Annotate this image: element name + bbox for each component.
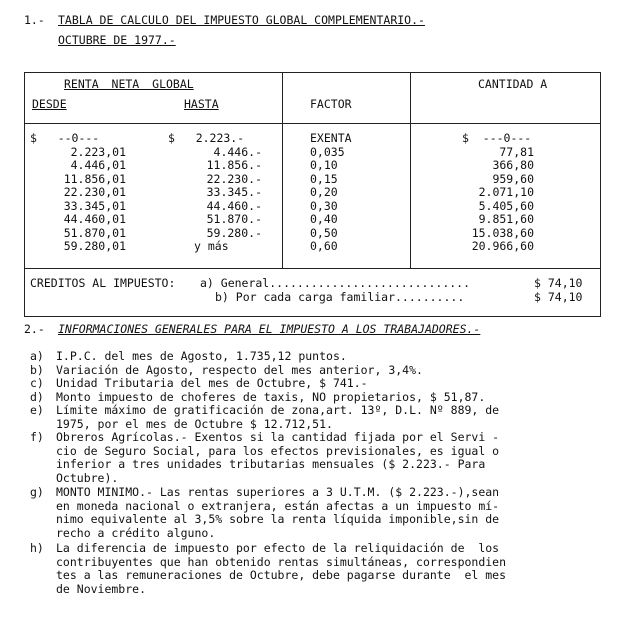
table-row <box>0 213 630 227</box>
rebajar-cell: 20.966,60 <box>471 239 534 253</box>
hasta-cell: 22.230.- <box>206 171 262 186</box>
rebajar-cell: 77,81 <box>499 144 534 159</box>
item-letter: b) <box>30 362 44 377</box>
item-letter: e) <box>30 403 44 417</box>
factor-cell: 0,10 <box>310 158 338 172</box>
factor-cell: 0,50 <box>310 225 338 240</box>
item-line: MONTO MINIMO.- Las rentas superiores a 3 U.T.M. ($ 2.223.-),sean <box>56 485 500 499</box>
factor-cell: 0,40 <box>310 212 338 226</box>
table-row <box>0 186 630 200</box>
item-letter: f) <box>30 430 44 444</box>
rebajar-cell: 366,80 <box>492 158 534 172</box>
hasta-cell: 4.446.- <box>213 144 262 159</box>
cantidad-header: CANTIDAD A <box>478 77 548 91</box>
creditos-general-value: $ 74,10 <box>534 276 583 290</box>
factor-cell: 0,035 <box>310 144 345 159</box>
item-line: Octubre). <box>56 470 119 485</box>
renta-neta-global-header: RENTA NETA GLOBAL <box>64 77 194 91</box>
item-line: cio de Seguro Social, para los efectos previsionales, es igual o <box>56 443 500 458</box>
item-line: Monto impuesto de choferes de taxis, NO propietarios, $ 51,87. <box>56 389 486 404</box>
creditos-familiar-value: $ 74,10 <box>534 290 583 304</box>
desde-header: DESDE <box>32 97 67 111</box>
desde-cell: 4.446,01 <box>70 158 126 172</box>
factor-header: FACTOR <box>310 97 352 111</box>
section-1-title: TABLA DE CALCULO DEL IMPUESTO GLOBAL COMPLEMENTARIO.- <box>58 13 425 27</box>
table-row <box>0 132 630 146</box>
item-letter: h) <box>30 541 44 555</box>
rebajar-cell: $ ---0--- <box>462 131 532 145</box>
factor-cell: EXENTA <box>310 131 352 145</box>
rebajar-cell: 15.038,60 <box>471 225 534 240</box>
rebajar-cell: 959,60 <box>492 171 534 186</box>
factor-cell: 0,60 <box>310 239 338 253</box>
desde-cell: 2.223,01 <box>70 144 126 159</box>
section-1-number: 1.- <box>24 13 45 27</box>
item-line: tes a las remuneraciones de Octubre, debe pagarse durante el mes <box>56 568 507 582</box>
creditos-familiar-text: b) Por cada carga familiar.......... <box>215 290 465 304</box>
rebajar-cell: 2.071,10 <box>478 185 534 199</box>
table-header-rule <box>24 123 601 124</box>
desde-cell: 33.345,01 <box>63 198 126 213</box>
item-letter: a) <box>30 349 44 363</box>
desde-cell: 11.856,01 <box>63 171 126 186</box>
hasta-cell: 44.460.- <box>206 198 262 213</box>
item-line: recho a crédito alguno. <box>56 525 216 540</box>
factor-cell: 0,20 <box>310 185 338 199</box>
hasta-header: HASTA <box>184 97 219 111</box>
item-line: I.P.C. del mes de Agosto, 1.735,12 puntos. <box>56 349 347 363</box>
section-2-number: 2.- <box>24 322 45 336</box>
item-line: en moneda nacional o extranjera, están afectas a un impuesto mí- <box>56 498 500 513</box>
desde-cell: 59.280,01 <box>63 239 126 253</box>
item-line: contribuyentes que han obtenido rentas simultáneas, correspondien <box>56 554 507 569</box>
table-body-rule <box>24 268 601 269</box>
item-line: inferior a tres unidades tributarias mensuales ($ 2.223.- Para <box>56 457 486 471</box>
rebajar-cell: 9.851,60 <box>478 212 534 226</box>
item-line: de Noviembre. <box>56 581 147 596</box>
hasta-cell: 59.280.- <box>206 225 262 240</box>
item-letter: c) <box>30 376 44 390</box>
creditos-general-text: a) General............................. <box>200 276 471 290</box>
desde-cell: 51.870,01 <box>63 225 126 240</box>
item-line: Unidad Tributaria del mes de Octubre, $ 741.- <box>56 376 368 390</box>
table-row <box>0 159 630 173</box>
section-2-title: INFORMACIONES GENERALES PARA EL IMPUESTO A LOS TRABAJADORES.- <box>58 322 481 336</box>
item-line: Límite máximo de gratificación de zona,art. 13º, D.L. Nº 889, de <box>56 403 500 417</box>
desde-cell: 22.230,01 <box>63 185 126 199</box>
item-line: Obreros Agrícolas.- Exentos si la cantidad fijada por el Servi - <box>56 430 500 444</box>
item-line: Variación de Agosto, respecto del mes anterior, 3,4%. <box>56 362 423 377</box>
section-1-subtitle: OCTUBRE DE 1977.- <box>58 33 176 47</box>
hasta-cell: 33.345.- <box>206 185 262 199</box>
rebajar-cell: 5.405,60 <box>478 198 534 213</box>
item-letter: g) <box>30 485 44 499</box>
item-line: La diferencia de impuesto por efecto de la reliquidación de los <box>56 541 500 555</box>
item-letter: d) <box>30 389 44 404</box>
factor-cell: 0,30 <box>310 198 338 213</box>
item-line: nimo equivalente al 3,5% sobre la renta líquida imponible,sin de <box>56 512 500 526</box>
hasta-cell: 51.870.- <box>206 212 262 226</box>
hasta-cell: y más <box>194 239 229 253</box>
desde-cell: $ --0--- <box>30 131 100 145</box>
desde-cell: 44.460,01 <box>63 212 126 226</box>
table-row <box>0 240 630 254</box>
creditos-label: CREDITOS AL IMPUESTO: <box>30 276 176 290</box>
hasta-cell: $ 2.223.- <box>168 131 245 145</box>
hasta-cell: 11.856.- <box>206 158 262 172</box>
item-line: 1975, por el mes de Octubre $ 12.712,51. <box>56 416 333 431</box>
factor-cell: 0,15 <box>310 171 338 186</box>
